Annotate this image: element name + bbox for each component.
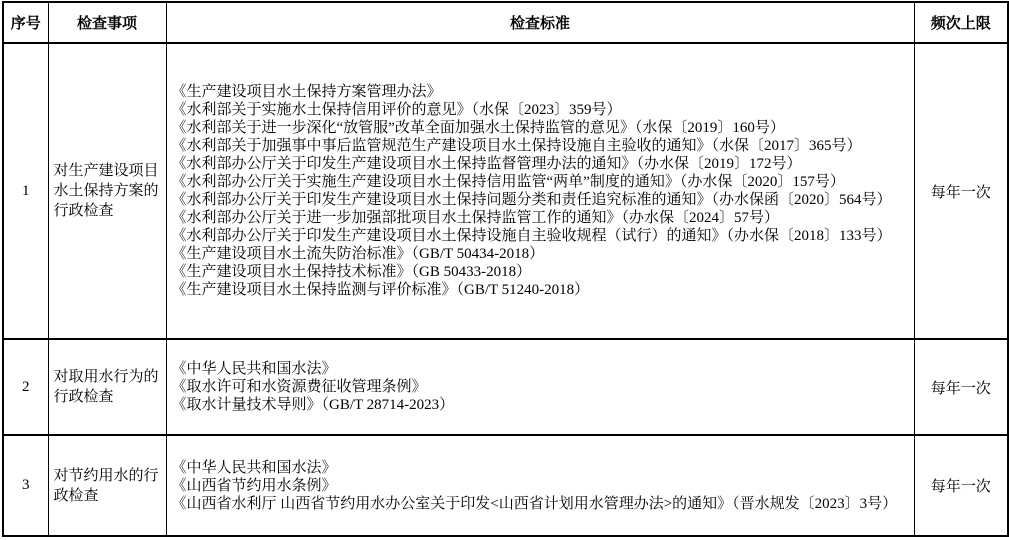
- standard-text: 《中华人民共和国水法》: [171, 459, 337, 476]
- standard-text: 《水利部办公厅关于印发生产建设项目水土保持设施自主验收规程（试行）的通知》（办水保〔2018〕133号）: [171, 228, 892, 244]
- inspection-item-cell: 对生产建设项目水土保持方案的行政检查: [48, 43, 166, 339]
- table-header-row: [3, 2, 1008, 43]
- table-row: [3, 339, 1008, 435]
- inspection-standards-cell: [166, 435, 914, 536]
- standard-text: 《生产建设项目水土保持监测与评价标准》（GB/T 51240-2018）: [171, 282, 590, 298]
- standard-text: 《水利部办公厅关于印发生产建设项目水土保持监督管理办法的通知》（办水保〔2019〕172号）: [171, 156, 802, 172]
- inspection-standards-table: [2, 1, 1009, 537]
- inspection-standards-cell: [166, 339, 914, 435]
- standard-text: 《生产建设项目水土保持方案管理办法》: [171, 84, 442, 100]
- standard-text: 《水利部关于加强事中事后监管规范生产建设项目水土保持设施自主验收的通知》（水保〔2017〕365号）: [171, 138, 862, 154]
- col-header-frequency: 频次上限: [914, 2, 1008, 43]
- standard-text: 《山西省节约用水条例》: [171, 477, 337, 494]
- standard-text: 《水利部办公厅关于印发生产建设项目水土保持问题分类和责任追究标准的通知》（办水保函〔2020〕564号）: [171, 192, 892, 208]
- standard-text: 《水利部办公厅关于实施生产建设项目水土保持信用监管“两单”制度的通知》（办水保〔2020〕157号）: [171, 174, 845, 190]
- row-index-cell: 2: [3, 339, 48, 435]
- standard-text: 《水利部办公厅关于进一步加强部批项目水土保持监管工作的通知》（办水保〔2024〕57号）: [171, 210, 780, 226]
- col-header-index: 序号: [3, 2, 48, 43]
- standard-text: 《水利部关于实施水土保持信用评价的意见》（水保〔2023〕359号）: [171, 102, 622, 118]
- standard-text: 《生产建设项目水土流失防治标准》（GB/T 50434-2018）: [171, 246, 545, 262]
- table-row: [3, 43, 1008, 339]
- frequency-cell: 每年一次: [914, 339, 1008, 435]
- standard-text: 《取水许可和水资源费征收管理条例》: [171, 379, 427, 395]
- table-row: [3, 435, 1008, 536]
- standard-text: 《山西省水利厅 山西省节约用水办公室关于印发<山西省计划用水管理办法>的通知》（晋水规发〔2023〕3号）: [171, 495, 898, 512]
- inspection-item-cell: 对节约用水的行政检查: [48, 435, 166, 536]
- row-index-cell: 3: [3, 435, 48, 536]
- row-index-cell: 1: [3, 43, 48, 339]
- inspection-item-cell: 对取用水行为的行政检查: [48, 339, 166, 435]
- col-header-item: 检查事项: [48, 2, 166, 43]
- standard-text: 《水利部关于进一步深化“放管服”改革全面加强水土保持监管的意见》（水保〔2019〕160号）: [171, 120, 785, 136]
- col-header-standard: 检查标准: [166, 2, 914, 43]
- standard-text: 《生产建设项目水土保持技术标准》（GB 50433-2018）: [171, 264, 532, 280]
- inspection-standards-cell: [166, 43, 914, 339]
- standard-text: 《取水计量技术导则》（GB/T 28714-2023）: [171, 397, 455, 413]
- standard-text: 《中华人民共和国水法》: [171, 361, 337, 377]
- frequency-cell: 每年一次: [914, 43, 1008, 339]
- frequency-cell: 每年一次: [914, 435, 1008, 536]
